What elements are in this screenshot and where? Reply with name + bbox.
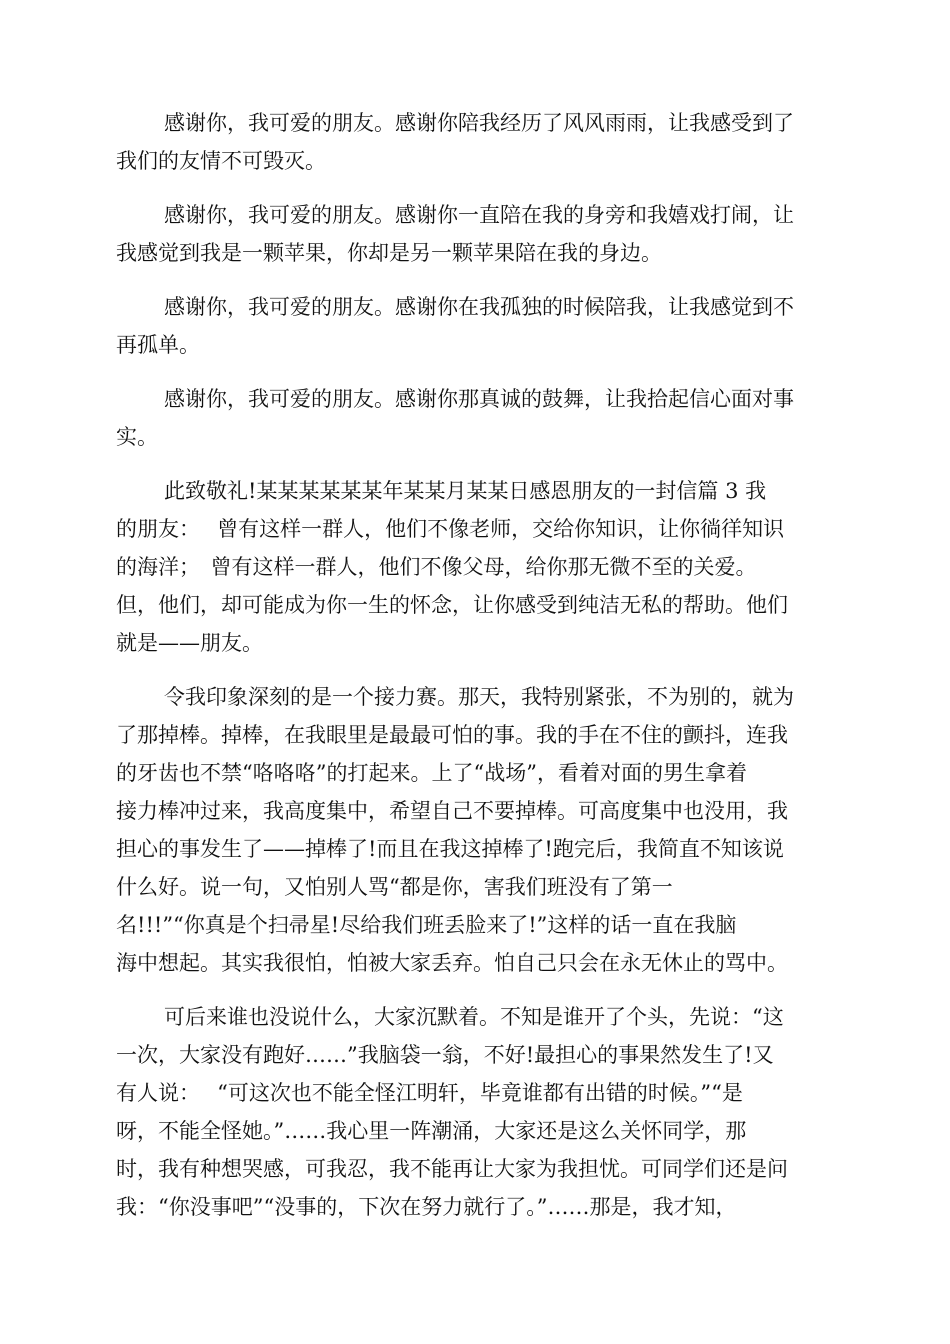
text-line: 的牙齿也不禁“咯咯咯”的打起来。上了“战场”，看着对面的男生拿着 [116,761,747,785]
text-line: 感谢你，我可爱的朋友。感谢你陪我经历了风风雨雨，让我感受到了 [164,111,794,135]
paragraph-1 [116,104,834,180]
paragraph-6 [116,678,834,982]
text-line: 就是——朋友。 [116,631,263,655]
text-line: 名!!!”“你真是个扫帚星!尽给我们班丢脸来了!”这样的话一直在我脑 [116,913,737,937]
text-line: 接力棒冲过来，我高度集中，希望自己不要掉棒。可高度集中也没用，我 [116,799,788,823]
text-line: 感谢你，我可爱的朋友。感谢你那真诚的鼓舞，让我拾起信心面对事 [164,387,794,411]
text-line: 的海洋； 曾有这样一群人，他们不像父母，给你那无微不至的关爱。 [116,555,757,579]
text-line: 但，他们，却可能成为你一生的怀念，让你感受到纯洁无私的帮助。他们 [116,593,788,617]
text-line: 了那掉棒。掉棒，在我眼里是最最可怕的事。我的手在不住的颤抖，连我 [116,723,788,747]
text-line: 感谢你，我可爱的朋友。感谢你在我孤独的时候陪我，让我感觉到不 [164,295,794,319]
paragraph-4 [116,380,834,456]
paragraph-2 [116,196,834,272]
text-line: 一次，大家没有跑好……”我脑袋一翁，不好!最担心的事果然发生了!又 [116,1043,774,1067]
text-line: 实。 [116,425,158,449]
text-line: 时，我有种想哭感，可我忍，我不能再让大家为我担忧。可同学们还是问 [116,1157,788,1181]
text-line: 有人说： “可这次也不能全怪江明轩，毕竟谁都有出错的时候。”“是 [116,1081,743,1105]
text-line: 的朋友： 曾有这样一群人，他们不像老师，交给你知识，让你徜徉知识 [116,517,785,541]
text-line: 可后来谁也没说什么，大家沉默着。不知是谁开了个头，先说：“这 [164,1005,784,1029]
paragraph-3 [116,288,834,364]
text-line: 担心的事发生了——掉棒了!而且在我这掉棒了!跑完后，我简直不知该说 [116,837,784,861]
letter-body [116,104,834,1242]
text-line: 海中想起。其实我很怕，怕被大家丢弃。怕自己只会在永无休止的骂中。 [116,951,788,975]
paragraph-7 [116,998,834,1226]
text-line: 什么好。说一句，又怕别人骂“都是你，害我们班没有了第一 [116,875,673,899]
text-line: 感谢你，我可爱的朋友。感谢你一直陪在我的身旁和我嬉戏打闹，让 [164,203,794,227]
text-line: 此致敬礼!某某某某某某年某某月某某日感恩朋友的一封信篇 3 我 [164,479,767,503]
text-line: 再孤单。 [116,333,200,357]
text-line: 我们的友情不可毁灭。 [116,149,326,173]
text-line: 我：“你没事吧”“没事的，下次在努力就行了。”……那是，我才知， [116,1195,737,1219]
text-line: 呀，不能全怪她。”……我心里一阵潮涌，大家还是这么关怀同学，那 [116,1119,747,1143]
text-line: 令我印象深刻的是一个接力赛。那天，我特别紧张，不为别的，就为 [164,685,794,709]
paragraph-5 [116,472,834,662]
text-line: 我感觉到我是一颗苹果，你却是另一颗苹果陪在我的身边。 [116,241,662,265]
